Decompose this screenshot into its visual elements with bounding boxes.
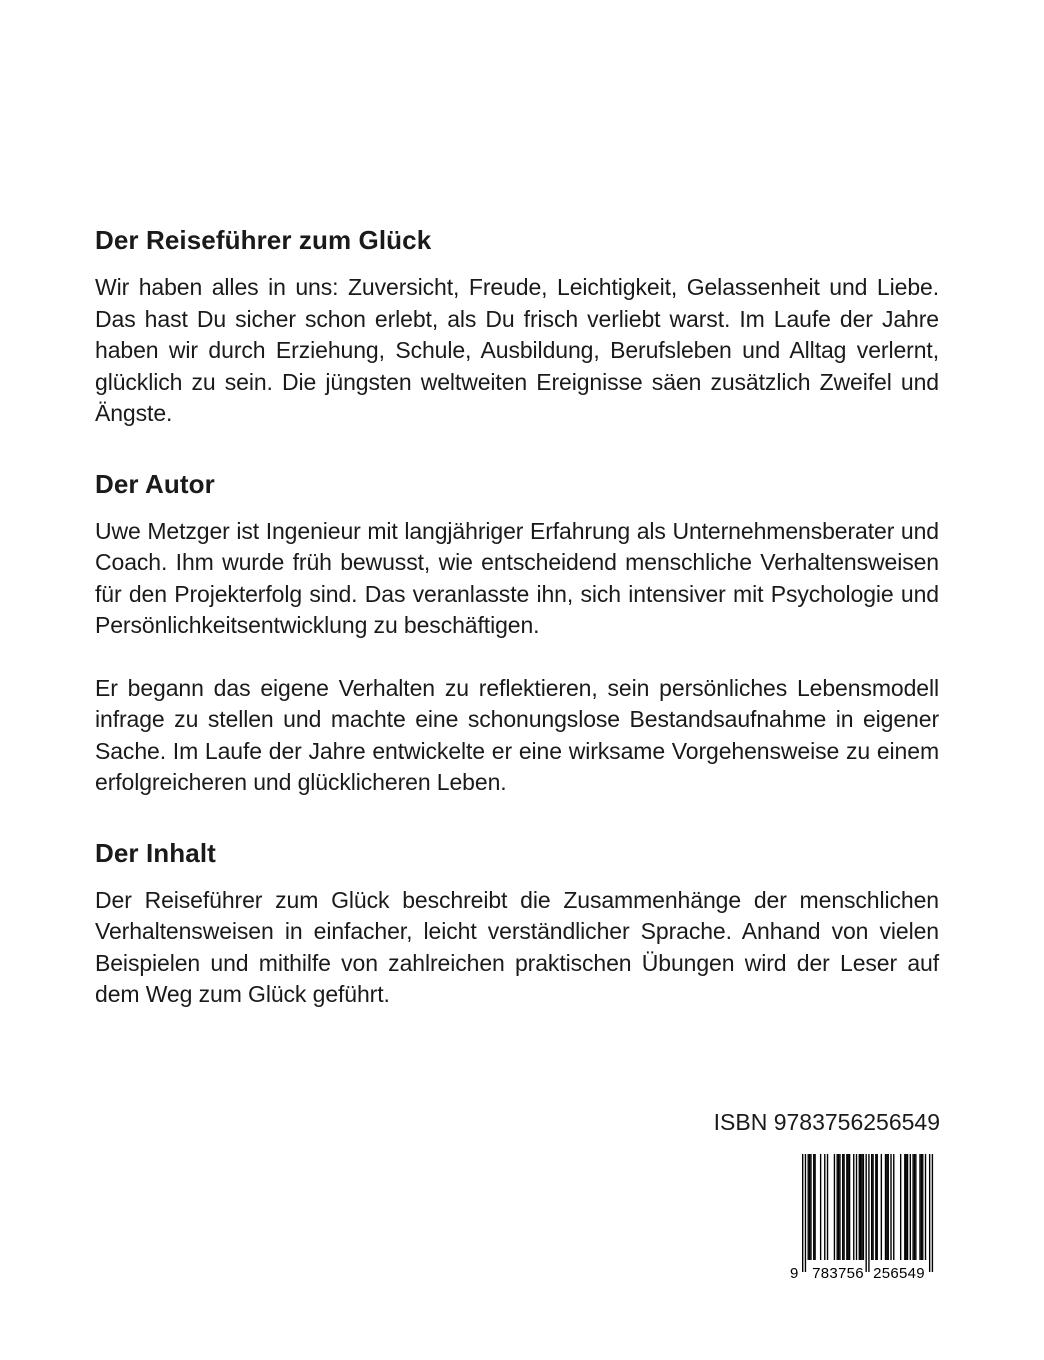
barcode-bar xyxy=(912,1154,913,1260)
barcode-bar xyxy=(885,1154,886,1260)
barcode-bar xyxy=(839,1154,840,1260)
barcode-bar xyxy=(922,1154,923,1260)
barcode-bar xyxy=(861,1154,862,1260)
section-paragraph-inhalt: Der Reiseführer zum Glück beschreibt die Zusammenhänge der menschlichen Verhaltensweisen in einfacher, leicht verständlicher Sprache. Anhand von vielen Beispielen und mithilfe von zahlreichen praktischen Übungen wird der Leser auf dem Weg zum Glück geführt. xyxy=(95,886,939,1007)
barcode-bar xyxy=(881,1154,882,1260)
barcode-digits-right: 256549 xyxy=(873,1265,925,1282)
barcode-bar xyxy=(824,1154,825,1260)
barcode-bar xyxy=(802,1154,803,1272)
barcode-bar xyxy=(820,1154,821,1260)
barcode-bar xyxy=(872,1154,873,1260)
barcode-bar xyxy=(853,1154,854,1260)
isbn-barcode xyxy=(788,1152,940,1282)
barcode-bar xyxy=(910,1154,911,1260)
isbn-label: ISBN 9783756256549 xyxy=(713,1109,940,1135)
barcode-bar xyxy=(809,1154,810,1260)
barcode-bar xyxy=(834,1154,835,1260)
barcode-bar xyxy=(842,1154,843,1260)
section-paragraph-autor-2: Er begann das eigene Verhalten zu reflektieren, sein persönliches Lebensmodell infrage zu stellen und machte eine schonungslose Bestandsaufnahme in eigener Sache. Im Laufe der Jahre entwickelte er eine wirksame Vorgehensweise zu einem erfolgreicheren und glücklicheren Leben. xyxy=(95,674,939,795)
barcode-bars xyxy=(802,1154,933,1272)
barcode-digit-first: 9 xyxy=(790,1265,799,1282)
barcode-bar xyxy=(877,1154,878,1260)
section-title-autor: Der Autor xyxy=(95,468,215,499)
barcode-bar xyxy=(827,1154,828,1260)
barcode-bar xyxy=(814,1154,815,1260)
barcode-bar xyxy=(886,1154,887,1260)
barcode-bar xyxy=(900,1154,901,1260)
barcode-bar xyxy=(915,1154,916,1260)
barcode-bar xyxy=(875,1154,876,1260)
barcode-bar xyxy=(863,1154,864,1260)
barcode-bar xyxy=(838,1154,839,1260)
barcode-bar xyxy=(906,1154,907,1260)
barcode-bar xyxy=(925,1154,926,1260)
section-paragraph-autor-1: Uwe Metzger ist Ingenieur mit langjähriger Erfahrung als Unternehmensberater und Coach. Ihm wurde früh bewusst, wie entscheidend menschliche Verhaltensweisen für den Projekterfolg sind. Das veranlasste ihn, sich intensiver mit Psychologie und Persönlichkeitsentwicklung zu beschäftigen. xyxy=(95,517,939,638)
section-paragraph-reisefuehrer: Wir haben alles in uns: Zuversicht, Freude, Leichtigkeit, Gelassenheit und Liebe. Das hast Du sicher schon erlebt, als Du frisch verliebt warst. Im Laufe der Jahre haben wir durch Erziehung, Schule, Ausbildung, Berufsleben und Alltag verlernt, glücklich zu sein. Die jüngsten weltweiten Ereignisse säen zusätzlich Zweifel und Ängste. xyxy=(95,274,939,426)
section-title-inhalt: Der Inhalt xyxy=(95,837,216,868)
barcode-bar xyxy=(932,1154,933,1272)
barcode-bar xyxy=(856,1154,857,1260)
barcode-bar xyxy=(808,1154,809,1260)
barcode-digits-left: 783756 xyxy=(812,1265,864,1282)
barcode-bar xyxy=(871,1154,872,1260)
barcode-bar xyxy=(919,1154,920,1260)
barcode-bar xyxy=(914,1154,915,1260)
barcode-bar xyxy=(907,1154,908,1260)
barcode-bar xyxy=(893,1154,894,1260)
barcode-bar xyxy=(868,1154,869,1272)
barcode-bar xyxy=(865,1154,866,1272)
barcode-bar xyxy=(890,1154,891,1260)
barcode-bar xyxy=(849,1154,850,1260)
barcode-bar xyxy=(904,1154,905,1260)
section-title-reisefuehrer: Der Reiseführer zum Glück xyxy=(95,225,432,255)
barcode-bar xyxy=(888,1154,889,1260)
barcode-bar xyxy=(843,1154,844,1260)
barcode-bar xyxy=(810,1154,811,1260)
barcode-bar xyxy=(859,1154,860,1260)
barcode-bar xyxy=(848,1154,849,1260)
barcode-bar xyxy=(813,1154,814,1260)
barcode-bar xyxy=(837,1154,838,1260)
barcode-bar xyxy=(846,1154,847,1260)
barcode-bar xyxy=(805,1154,806,1272)
cover-text xyxy=(95,222,939,1011)
barcode-bar xyxy=(929,1154,930,1272)
barcode-bar xyxy=(860,1154,861,1260)
barcode-bar xyxy=(921,1154,922,1260)
